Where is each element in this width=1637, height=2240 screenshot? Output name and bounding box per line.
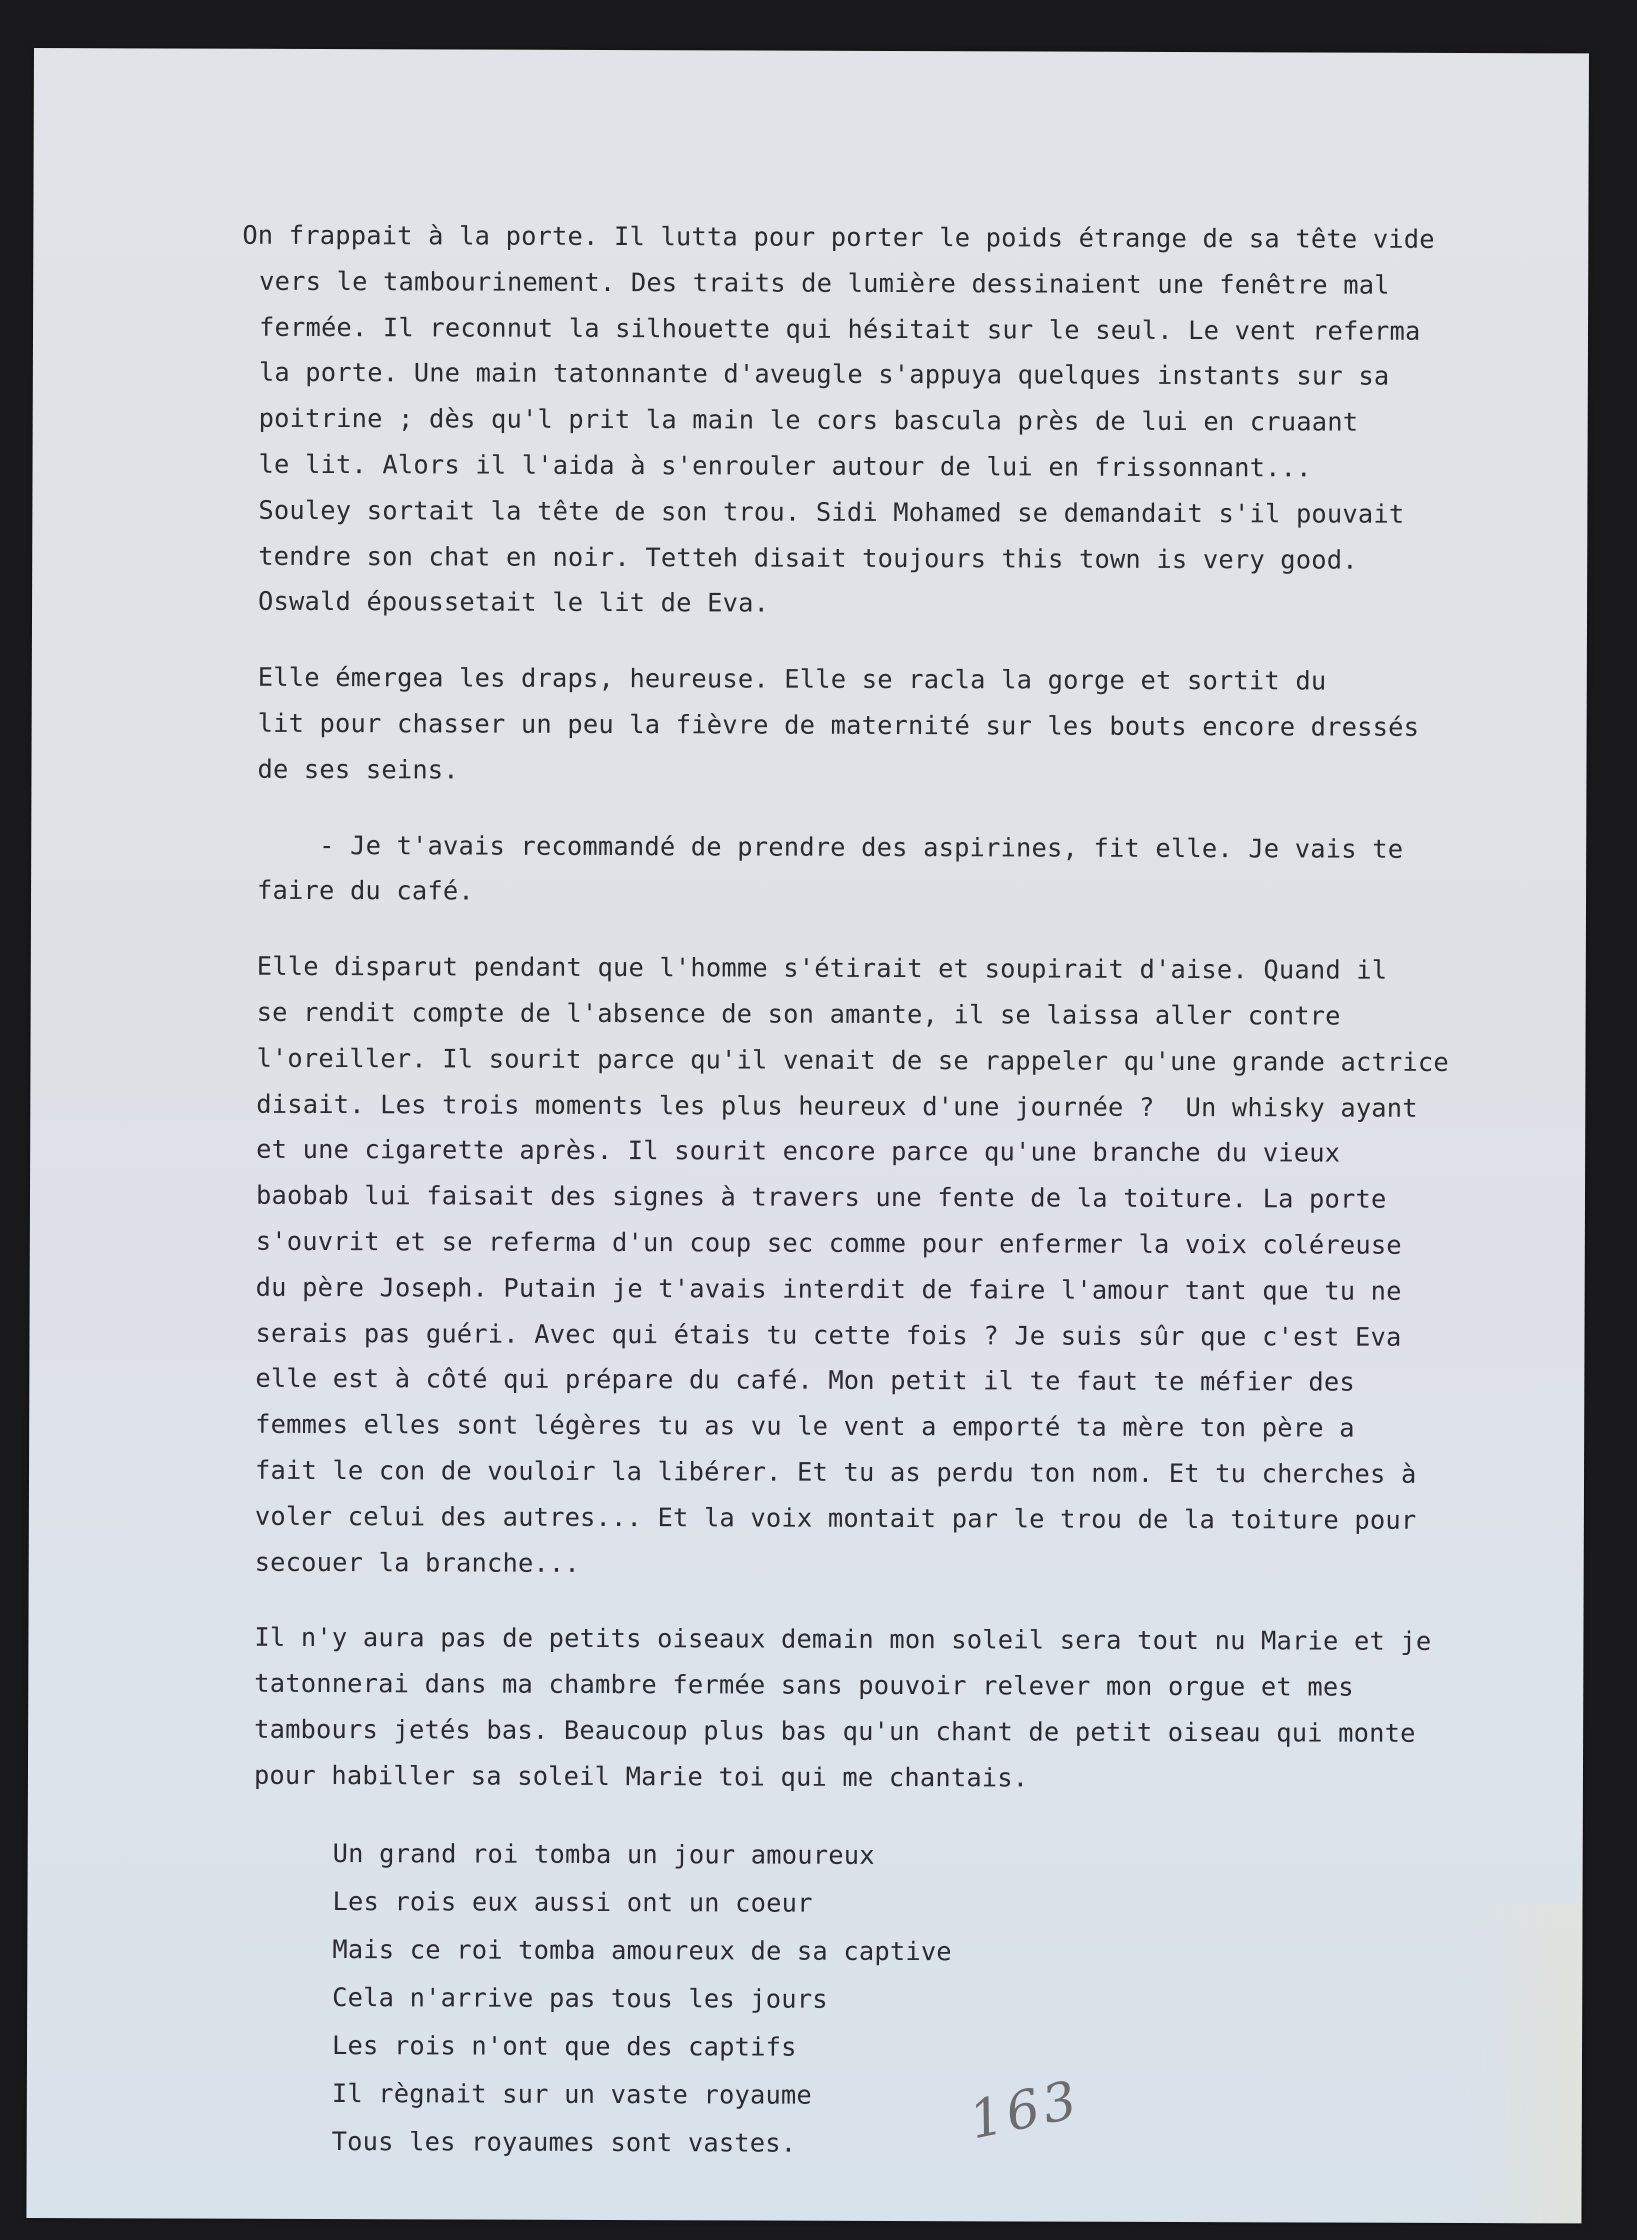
paragraph-1	[242, 213, 1559, 630]
text-line: tendre son chat en noir. Tetteh disait toujours this town is very good.	[258, 540, 1358, 575]
text-line: On frappait à la porte. Il lutta pour porter le poids étrange de sa tête vide	[242, 219, 1435, 254]
verse-line: Les rois eux aussi ont un coeur	[332, 1885, 813, 1918]
text-line: faire du café.	[257, 875, 474, 906]
verse-line: Cela n'arrive pas tous les jours	[332, 1981, 828, 2014]
text-line: tambours jetés bas. Beaucoup plus bas qu'un chant de petit oiseau qui monte	[254, 1713, 1416, 1748]
text-line: le lit. Alors il l'aida à s'enrouler autour de lui en frissonnant...	[258, 448, 1312, 483]
text-line: disait. Les trois moments les plus heureux d'une journée ? Un whisky ayant	[256, 1088, 1418, 1123]
text-line: voler celui des autres... Et la voix montait par le trou de la toiture pour	[254, 1500, 1417, 1535]
paragraph-3-dialogue	[257, 822, 1557, 918]
typewritten-text	[242, 213, 1560, 2169]
text-line: l'oreiller. Il sourit parce qu'il venait de se rappeler qu'une grande actrice	[256, 1042, 1449, 1077]
song-verse	[253, 1828, 1554, 2169]
document-page	[26, 48, 1589, 2223]
text-line: lit pour chasser un peu la fièvre de maternité sur les bouts encore dressés	[257, 707, 1420, 742]
paragraph-4	[255, 944, 1557, 1590]
text-line: poitrine ; dès qu'l prit la main le cors bascula près de lui en cruaant	[258, 402, 1359, 437]
text-line: Souley sortait la tête de son trou. Sidi Mohamed se demandait s'il pouvait	[258, 494, 1405, 529]
text-line: et une cigarette après. Il sourit encore parce qu'une branche du vieux	[256, 1134, 1341, 1168]
paragraph-2	[257, 655, 1557, 797]
text-line: elle est à côté qui prépare du café. Mon petit il te faut te méfier des	[255, 1363, 1355, 1397]
text-line: vers le tambourinement. Des traits de lumière dessinaient une fenêtre mal	[259, 265, 1390, 300]
text-line: tatonnerai dans ma chambre fermée sans pouvoir relever mon orgue et mes	[254, 1667, 1354, 1702]
handwritten-page-number: 163	[964, 2069, 1086, 2152]
text-line: pour habiller sa soleil Marie toi qui me chantais.	[253, 1759, 1029, 1793]
verse-line: Un grand roi tomba un jour amoureux	[332, 1837, 875, 1870]
text-line: fait le con de vouloir la libérer. Et tu as perdu ton nom. Et tu cherches à	[254, 1454, 1417, 1489]
text-line: fermée. Il reconnut la silhouette qui hésitait sur le seul. Le vent referma	[258, 311, 1421, 346]
text-line: Il n'y aura pas de petits oiseaux demain mon soleil sera tout nu Marie et je	[254, 1622, 1432, 1657]
verse-line: Mais ce roi tomba amoureux de sa captive	[332, 1933, 952, 1966]
text-line: du père Joseph. Putain je t'avais interdit de faire l'amour tant que tu ne	[255, 1271, 1402, 1306]
paragraph-5	[254, 1615, 1555, 1803]
text-line: baobab lui faisait des signes à travers une fente de la toiture. La porte	[255, 1179, 1387, 1214]
verse-line: Il règnait sur un vaste royaume	[331, 2077, 813, 2110]
verse-line: Les rois n'ont que des captifs	[331, 2029, 797, 2062]
text-line: - Je t'avais recommandé de prendre des aspirines, fit elle. Je vais te	[257, 829, 1404, 864]
text-line: Elle disparut pendant que l'homme s'étirait et soupirait d'aise. Quand il	[256, 950, 1388, 985]
text-line: Elle émergea les draps, heureuse. Elle se racla la gorge et sortit du	[257, 661, 1327, 696]
verse-line: Tous les royaumes sont vastes.	[331, 2125, 797, 2158]
text-line: s'ouvrit et se referma d'un coup sec comme pour enfermer la voix coléreuse	[255, 1225, 1402, 1260]
text-line: se rendit compte de l'absence de son amante, il se laissa aller contre	[256, 996, 1341, 1031]
text-line: femmes elles sont légères tu as vu le vent a emporté ta mère ton père a	[255, 1408, 1355, 1443]
text-line: la porte. Une main tatonnante d'aveugle s'appuya quelques instants sur sa	[258, 357, 1390, 392]
text-line: secouer la branche...	[254, 1546, 580, 1578]
text-line: serais pas guéri. Avec qui étais tu cette fois ? Je suis sûr que c'est Eva	[255, 1317, 1402, 1352]
text-line: Oswald époussetait le lit de Eva.	[258, 586, 770, 618]
text-line: de ses seins.	[257, 753, 459, 785]
